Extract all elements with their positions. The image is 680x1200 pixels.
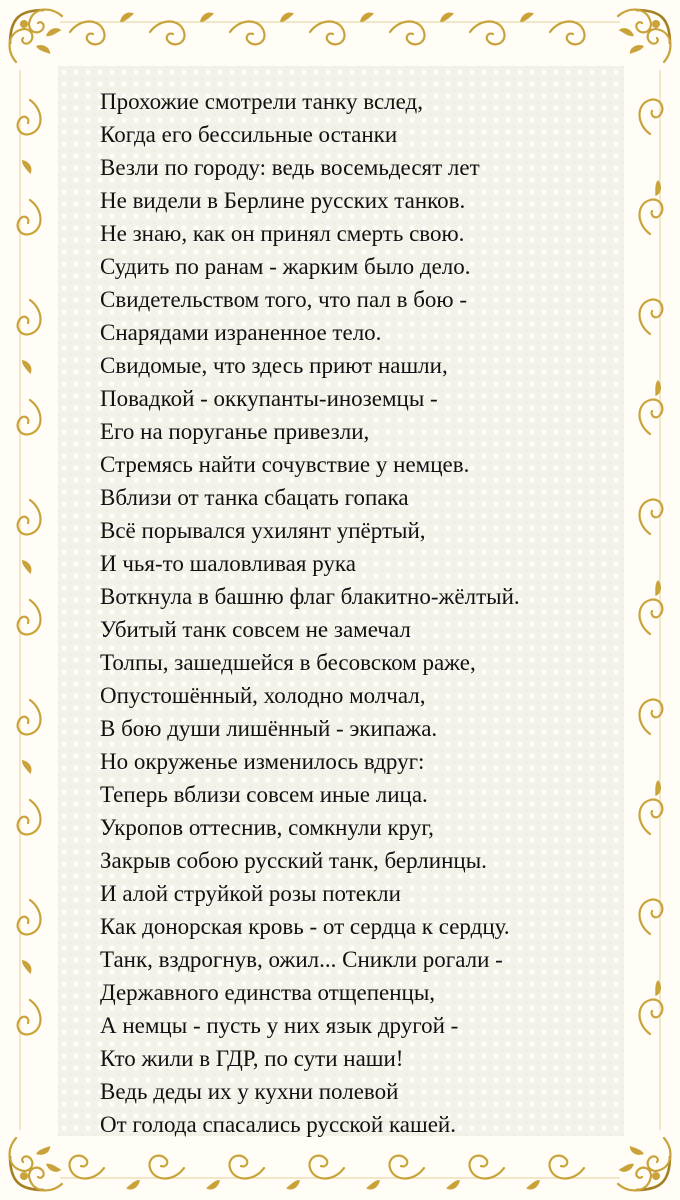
poem-line: Его на поруганье привезли,	[100, 419, 370, 444]
poem-line: И алой струйкой розы потекли	[100, 881, 401, 906]
poem-line: Убитый танк совсем не замечал	[100, 617, 411, 642]
poem-line: Толпы, зашедшейся в бесовском раже,	[100, 650, 476, 675]
poem-line: Свидомые, что здесь приют нашли,	[100, 353, 448, 378]
poem-line: Когда его бессильные останки	[100, 122, 398, 147]
left-border-ornament	[18, 70, 41, 1130]
poem-line: Воткнула в башню флаг блакитно-жёлтый.	[100, 584, 520, 609]
poem-line: Снарядами израненное тело.	[100, 320, 382, 345]
poem-line: Не знаю, как он принял смерть свою.	[100, 221, 465, 246]
poem-line: И чья-то шаловливая рука	[100, 551, 356, 576]
poem-line: Но окруженье изменилось вдруг:	[100, 749, 425, 774]
poem-line: От голода спасались русской кашей.	[100, 1112, 456, 1137]
corner-ornament-bottom-right	[618, 1138, 670, 1190]
right-border-ornament	[640, 70, 664, 1130]
corner-ornament-bottom-left	[10, 1138, 62, 1190]
poem-line: Свидетельством того, что пал в бою -	[100, 287, 468, 312]
poem-line: Закрыв собою русский танк, берлинцы.	[100, 848, 487, 873]
poem-line: Прохожие смотрели танку вслед,	[100, 89, 423, 114]
poem-line: Кто жили в ГДР, по сути наши!	[100, 1046, 404, 1071]
poem-line: Повадкой - оккупанты-иноземцы -	[100, 386, 438, 411]
poem-text	[100, 85, 620, 1141]
poem-line: Укропов оттеснив, сомкнули круг,	[100, 815, 434, 840]
poem-line: Везли по городу: ведь восемьдесят лет	[100, 155, 480, 180]
poem-line: Теперь вблизи совсем иные лица.	[100, 782, 428, 807]
corner-ornament-top-left	[10, 10, 62, 62]
poem-line: Стремясь найти сочувствие у немцев.	[100, 452, 470, 477]
poem-line: Всё порывался ухилянт упёртый,	[100, 518, 426, 543]
poem-line: Танк, вздрогнув, ожил... Сникли рогали -	[100, 947, 503, 972]
poem-line: А немцы - пусть у них язык другой -	[100, 1013, 459, 1038]
top-border-ornament	[60, 11, 620, 45]
poem-line: Опустошённый, холодно молчал,	[100, 683, 426, 708]
poem-line: Как донорская кровь - от сердца к сердцу.	[100, 914, 510, 939]
poem-line: Не видели в Берлине русских танков.	[100, 188, 466, 213]
poem-line: Ведь деды их у кухни полевой	[100, 1079, 399, 1104]
poem-line: Вблизи от танка сбацать гопака	[100, 485, 409, 510]
poem-line: В бою души лишённый - экипажа.	[100, 716, 438, 741]
poem-line: Державного единства отщепенцы,	[100, 980, 436, 1005]
corner-ornament-top-right	[618, 10, 670, 62]
poem-line: Судить по ранам - жарким было дело.	[100, 254, 471, 279]
bottom-border-ornament	[60, 1156, 620, 1192]
